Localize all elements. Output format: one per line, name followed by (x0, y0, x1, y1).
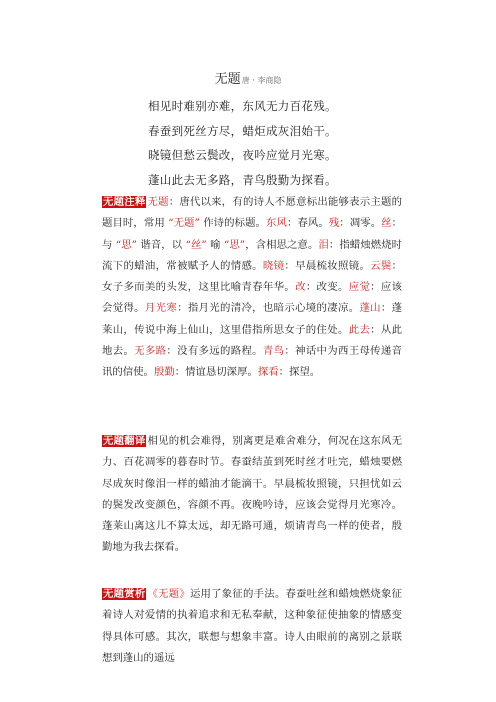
note-term: “无题” (168, 217, 200, 230)
note-term: “思” (115, 238, 137, 251)
note-term: 云鬓 (370, 259, 392, 272)
note-term: 泪 (318, 238, 329, 251)
note-text: ：没有多远的路程。 (166, 345, 263, 358)
note-term: 蓬山 (359, 302, 381, 315)
note-term: 探看 (257, 366, 279, 379)
notes-body (102, 196, 402, 378)
title-main: 无题 (214, 72, 241, 87)
note-text: ：情谊恳切深厚。 (174, 366, 258, 379)
note-term: 殷勤 (153, 366, 175, 379)
note-term: 月光寒 (144, 302, 178, 315)
note-text: ：神话中为西王母传递音讯的信使。 (102, 345, 403, 379)
note-term: 此去 (348, 323, 371, 336)
note-text: ：从此地去。 (102, 323, 402, 358)
poem-title (0, 68, 496, 87)
note-text: ：春风。 (286, 217, 329, 230)
appreciation-text: 运用了象征的手法。春蚕吐丝和蜡烛燃烧象征着诗人对爱情的执着追求和无私奉献，这种象征使抽象的情感变得具体可感。其次，联想与想象丰富。诗人由眼前的离别之景联想到蓬山的遥远 (102, 588, 403, 664)
note-text: 喻 (206, 238, 224, 251)
poem-line: 相见时难别亦难，东风无力百花残。 (148, 99, 337, 113)
appreciation-term: 《无题》 (147, 588, 190, 600)
note-text: ：指蜡烛燃烧时流下的蜡油，常被赋予人的情感。 (102, 238, 403, 272)
appreciation-header: 无题赏析 (103, 588, 146, 600)
note-text: 谐音，以 (137, 238, 186, 251)
poem-body (148, 94, 398, 192)
title-author: 唐 · 李商隐 (241, 76, 282, 85)
translation-header: 无题翻译 (103, 435, 146, 447)
notes-header: 无题注释 (103, 196, 146, 208)
note-term: 改 (295, 281, 306, 294)
appreciation-section (102, 584, 402, 669)
note-text: ：女子多而美的头发，这里比喻青春年华。 (102, 259, 403, 294)
poem-line: 春蚕到死丝方尽，蜡炬成灰泪始干。 (148, 123, 337, 138)
note-text: ：改变。 (305, 281, 349, 294)
note-term: “思” (223, 238, 246, 251)
note-text: ：早晨梳妆照镜。 (284, 259, 371, 272)
note-term: 晓镜 (262, 259, 285, 272)
note-term: 东风 (266, 217, 287, 230)
note-term: “丝” (185, 238, 207, 251)
note-term: 无题 (147, 196, 169, 208)
note-text: ：蓬莱山，传说中海上仙山，这里借指所思女子的住处。 (102, 302, 403, 336)
note-text: ：指月光的清冷，也暗示心境的凄凉。 (177, 302, 360, 315)
note-term: 青鸟 (262, 345, 285, 358)
translation-section (102, 431, 402, 559)
translation-text: 相见的机会难得，别离更是难舍难分，何况在这东风无力、百花凋零的暮春时节。春蚕结茧到死时丝才吐完，蜡烛要燃尽成灰时像泪一样的蜡油才能滴干。早晨梳妆照镜，只担忧如云的鬓发改变颜色，容颜不再。夜晚吟诗，应该会觉得月光寒冷。蓬莱山离这儿不算太远，却无路可通，烦请青鸟一样的使者，殷勤地为我去探看。 (102, 435, 403, 554)
notes-section (102, 192, 402, 384)
note-term: 无多路 (134, 345, 167, 358)
note-term: 丝 (381, 217, 392, 230)
poem-line: 蓬山此去无多路，青鸟殷勤为探看。 (148, 172, 337, 187)
note-text: ，含相思之意。 (245, 238, 319, 251)
note-text: ：唐代以来，有的诗人不愿意标出能够表示主题的题目时，常用 (102, 196, 403, 230)
note-text: ：应该会觉得。 (102, 281, 403, 315)
note-text: ：与 (102, 217, 403, 251)
note-text: 作诗的标题。 (199, 217, 267, 230)
note-term: 残 (328, 217, 340, 230)
note-term: 应觉 (348, 281, 371, 294)
poem-line: 晓镜但愁云鬓改，夜吟应觉月光寒。 (148, 148, 337, 163)
note-text: ：凋零。 (339, 217, 382, 230)
note-text: ：探望。 (278, 366, 321, 379)
